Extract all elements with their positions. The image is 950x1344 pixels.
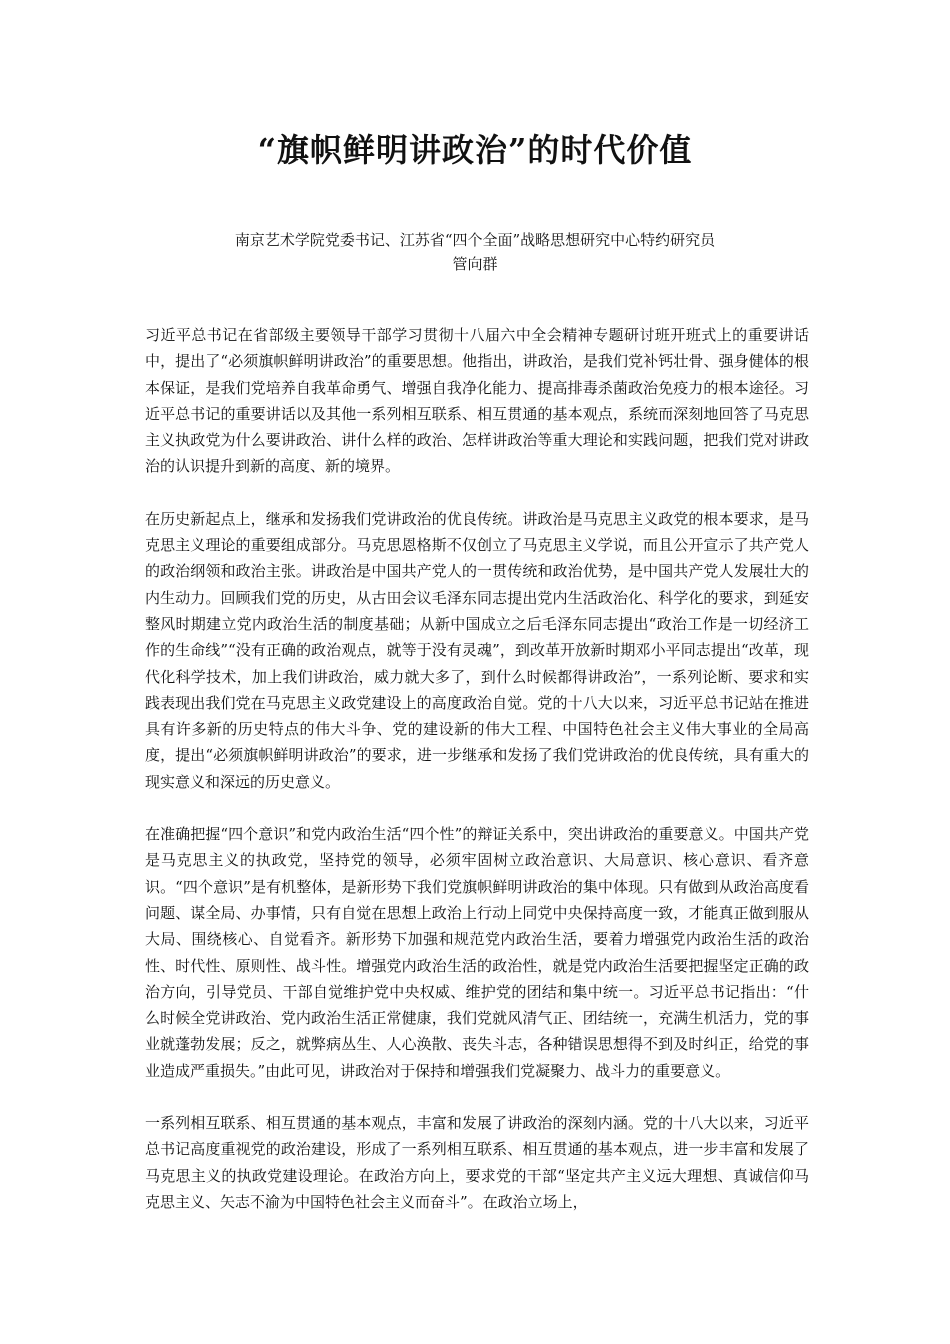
document-body [145,322,809,1241]
body-paragraph: 一系列相互联系、相互贯通的基本观点，丰富和发展了讲政治的深刻内涵。党的十八大以来，习近平总书记高度重视党的政治建设，形成了一系列相互联系、相互贯通的基本观点，进一步丰富和发展了马克思主义的执政党建设理论。在政治方向上，要求党的干部“坚定共产主义远大理想、真诚信仰马克思主义、矢志不渝为中国特色社会主义而奋斗”。在政治立场上， [145,1114,809,1211]
body-paragraph: 在准确把握“四个意识”和党内政治生活“四个性”的辩证关系中，突出讲政治的重要意义。中国共产党是马克思主义的执政党，坚持党的领导，必须牢固树立政治意识、大局意识、核心意识、看齐意识。“四个意识”是有机整体，是新形势下我们党旗帜鲜明讲政治的集中体现。只有做到从政治高度看问题、谋全局、办事情，只有自觉在思想上政治上行动上同党中央保持高度一致，才能真正做到服从大局、围绕核心、自觉看齐。新形势下加强和规范党内政治生活，要着力增强党内政治生活的政治性、时代性、原则性、战斗性。增强党内政治生活的政治性，就是党内政治生活要把握坚定正确的政治方向，引导党员、干部自觉维护党中央权威、维护党的团结和集中统一。习近平总书记指出：“什么时候全党讲政治、党内政治生活正常健康，我们党就风清气正、团结统一，充满生机活力，党的事业就蓬勃发展；反之，就弊病丛生、人心涣散、丧失斗志，各种错误思想得不到及时纠正，给党的事业造成严重损失。”由此可见，讲政治对于保持和增强我们党凝聚力、战斗力的重要意义。 [145,825,809,1080]
body-paragraph: 习近平总书记在省部级主要领导干部学习贯彻十八届六中全会精神专题研讨班开班式上的重要讲话中，提出了“必须旗帜鲜明讲政治”的重要思想。他指出，讲政治，是我们党补钙壮骨、强身健体的根本保证，是我们党培养自我革命勇气、增强自我净化能力、提高排毒杀菌政治免疫力的根本途径。习近平总书记的重要讲话以及其他一系列相互联系、相互贯通的基本观点，系统而深刻地回答了马克思主义执政党为什么要讲政治、讲什么样的政治、怎样讲政治等重大理论和实践问题，把我们党对讲政治的认识提升到新的高度、新的境界。 [145,326,809,476]
author-name: 管向群 [452,255,498,273]
document-title: “旗帜鲜明讲政治”的时代价值 [257,131,693,169]
author-byline [0,228,950,276]
author-affiliation: 南京艺术学院党委书记、江苏省“四个全面”战略思想研究中心特约研究员 [234,231,716,249]
body-paragraph: 在历史新起点上，继承和发扬我们党讲政治的优良传统。讲政治是马克思主义政党的根本要求，是马克思主义理论的重要组成部分。马克思恩格斯不仅创立了马克思主义学说，而且公开宣示了共产党人的政治纲领和政治主张。讲政治是中国共产党人的一贯传统和政治优势，是中国共产党人发展壮大的内生动力。回顾我们党的历史，从古田会议毛泽东同志提出党内生活政治化、科学化的要求，到延安整风时期建立党内政治生活的制度基础；从新中国成立之后毛泽东同志提出“政治工作是一切经济工作的生命线”“没有正确的政治观点，就等于没有灵魂”，到改革开放新时期邓小平同志提出“改革，现代化科学技术，加上我们讲政治，威力就大多了，到什么时候都得讲政治”，一系列论断、要求和实践表现出我们党在马克思主义政党建设上的高度政治自觉。党的十八大以来，习近平总书记站在推进具有许多新的历史特点的伟大斗争、党的建设新的伟大工程、中国特色社会主义伟大事业的全局高度，提出“必须旗帜鲜明讲政治”的要求，进一步继承和发扬了我们党讲政治的优良传统，具有重大的现实意义和深远的历史意义。 [145,509,809,791]
